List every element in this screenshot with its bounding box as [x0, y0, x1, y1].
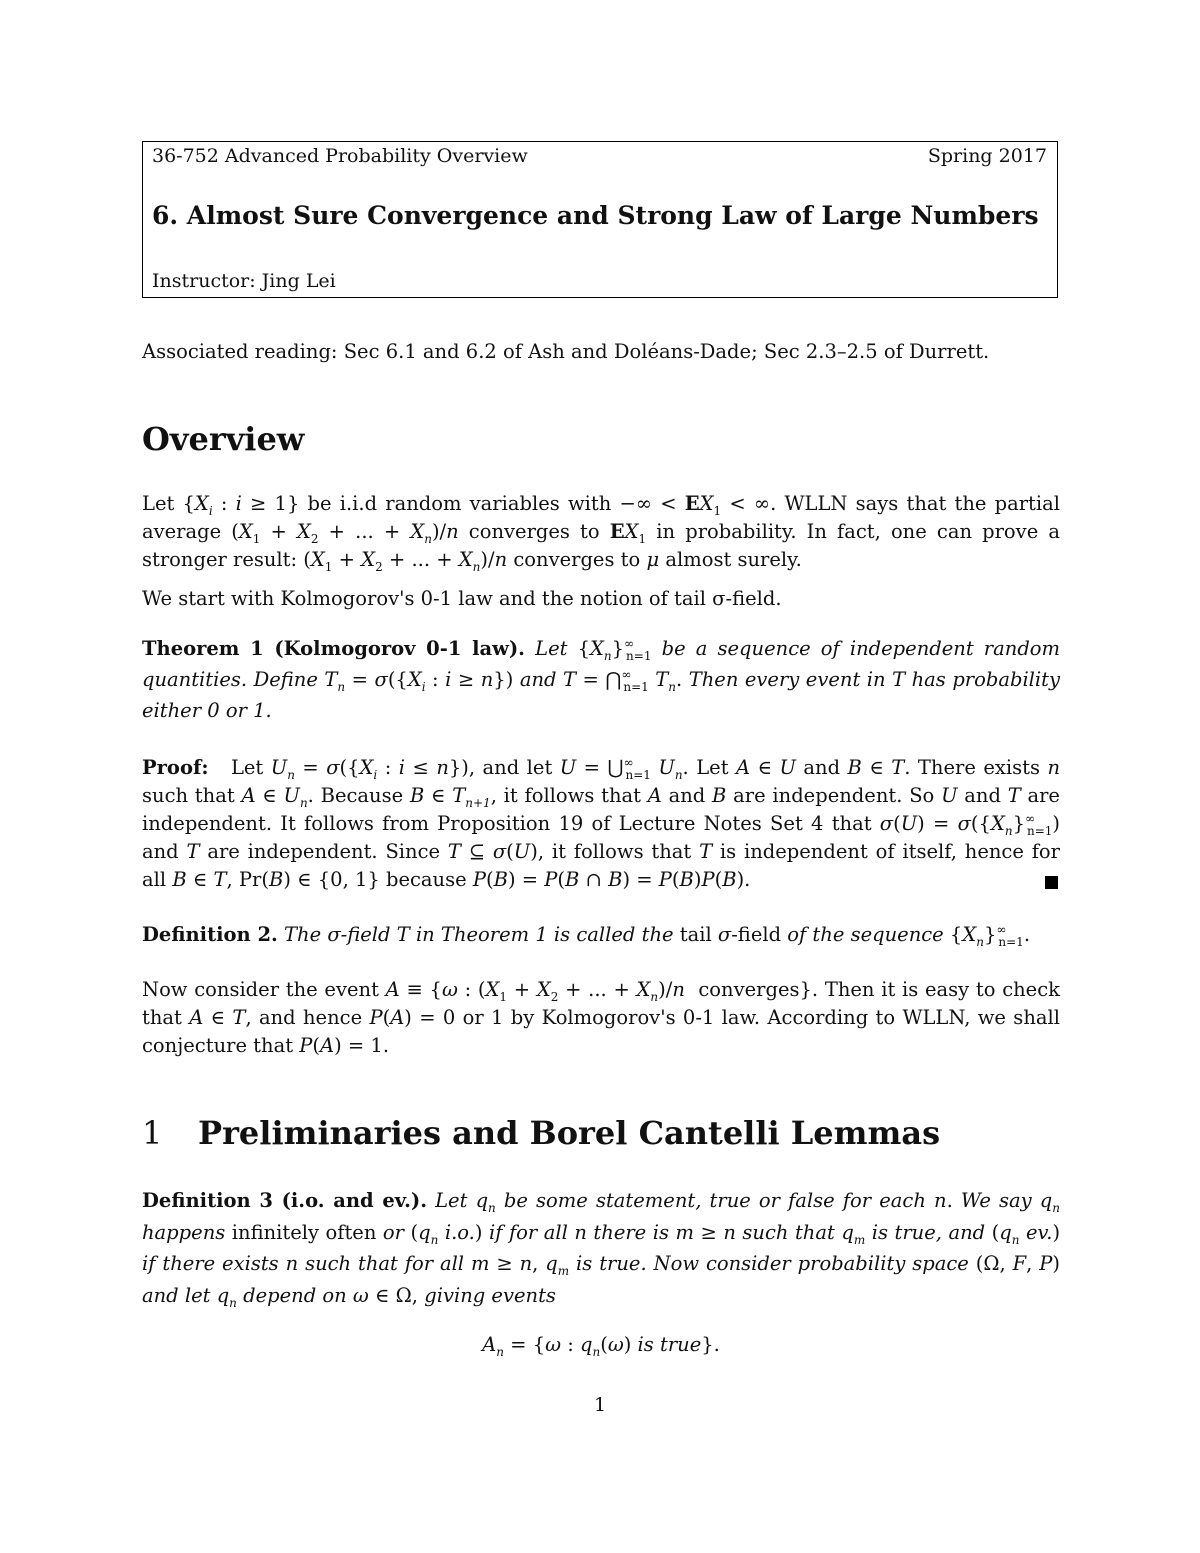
- definition-3: Definition 3 (i.o. and ev.). Let $q_n$ be some statement, true or false for each n. We say $q_n$ happens infinitely often or ($q_n$ i.o.) if for all n there is m ≥ n such that $q_m$ is true, and ($q_n$ ev.) if there exists n such that for all m ≥ n, $q_m$ is true. Now consider probability space (Ω, F, P) and let $q_n$ depend on ω ∈ Ω, giving events: [142, 1189, 1061, 1310]
- section-1-number: 1: [142, 1114, 163, 1152]
- events-equation: $A_n = \{\omega$ : $q_n(\omega)$ is true}.: [482, 1333, 720, 1359]
- overview-heading: Overview: [142, 420, 305, 458]
- theorem-1-label: Theorem 1 (Kolmogorov 0-1 law).: [142, 637, 525, 660]
- qed-square: [1045, 876, 1058, 889]
- course-name: 36-752 Advanced Probability Overview: [152, 145, 528, 167]
- definition-2-label: Definition 2.: [142, 923, 278, 946]
- proof-label: Proof:: [142, 756, 209, 779]
- page-number: 1: [593, 1394, 607, 1416]
- semester: Spring 2017: [927, 145, 1047, 167]
- start-text: We start with Kolmogorov's 0-1 law and the notion of tail σ-field.: [142, 587, 782, 610]
- section-1-title: Preliminaries and Borel Cantelli Lemmas: [198, 1114, 941, 1152]
- theorem-1: Theorem 1 (Kolmogorov 0-1 law). Let $\{X_n\}^\infty_{n=1}$ be a sequence of independent random quantities. Define $T_n = \sigma(\{X_i$ : i ≥ n}) and $T = ⋂^\infty_{n=1}$ $T_n$. Then every event in T has probability either 0 or 1.: [142, 636, 1061, 722]
- overview-intro: [142, 490, 1060, 574]
- definition-2: Definition 2. The σ-field T in Theorem 1 is called the tail σ-field of the sequence $\{X_n\}^\infty_{n=1}$.: [142, 922, 1031, 949]
- lecture-title: 6. Almost Sure Convergence and Strong Law of Large Numbers: [152, 201, 1039, 230]
- event-paragraph: Now consider the event A ≡ {ω : ($X_1 + X_2$ + ... + $X_n)/n$ converges}. Then it is easy to check that A ∈ T, and hence P(A) = 0 or 1 by Kolmogorov's 0-1 law. According to WLLN, we shall conjecture that P(A) = 1.: [142, 978, 1060, 1057]
- instructor: Instructor: Jing Lei: [152, 270, 336, 292]
- definition-3-label: Definition 3 (i.o. and ev.).: [142, 1189, 427, 1212]
- section-1-heading: [142, 1114, 940, 1152]
- associated-reading: Associated reading: Sec 6.1 and 6.2 of Ash and Doléans-Dade; Sec 2.3–2.5 of Durrett.: [142, 340, 990, 363]
- overview-intro-text: Let {$X_i$ : i ≥ 1} be i.i.d random variables with −∞ < $EX_1$ < ∞. WLLN says that the partial average ($X_1 + X_2$ + ... + $X_n)/n$ converges to $EX_1$ in probability. In fact, one can prove a stronger result: ($X_1 + X_2$ + ... + $X_n)/n$ converges to μ almost surely.: [142, 492, 1060, 574]
- proof: Proof: Let $U_n = \sigma(\{X_i$ : i ≤ n}), and let $U = ⋃^\infty_{n=1}$ $U_n$. Let A ∈ U and B ∈ T. There exists n such that A ∈ $U_n$. Because B ∈ $T_{n+1}$, it follows that A and B are independent. So U and T are independent. It follows from Proposition 19 of Lecture Notes Set 4 that $\sigma(U) = \sigma(\{X_n\}^\infty_{n=1})$ and T are independent. Since T ⊆ σ(U), it follows that T is independent of itself, hence for all B ∈ T, Pr(B) ∈ {0, 1} because P(B) = P(B ∩ B) = P(B)P(B).: [142, 755, 1061, 891]
